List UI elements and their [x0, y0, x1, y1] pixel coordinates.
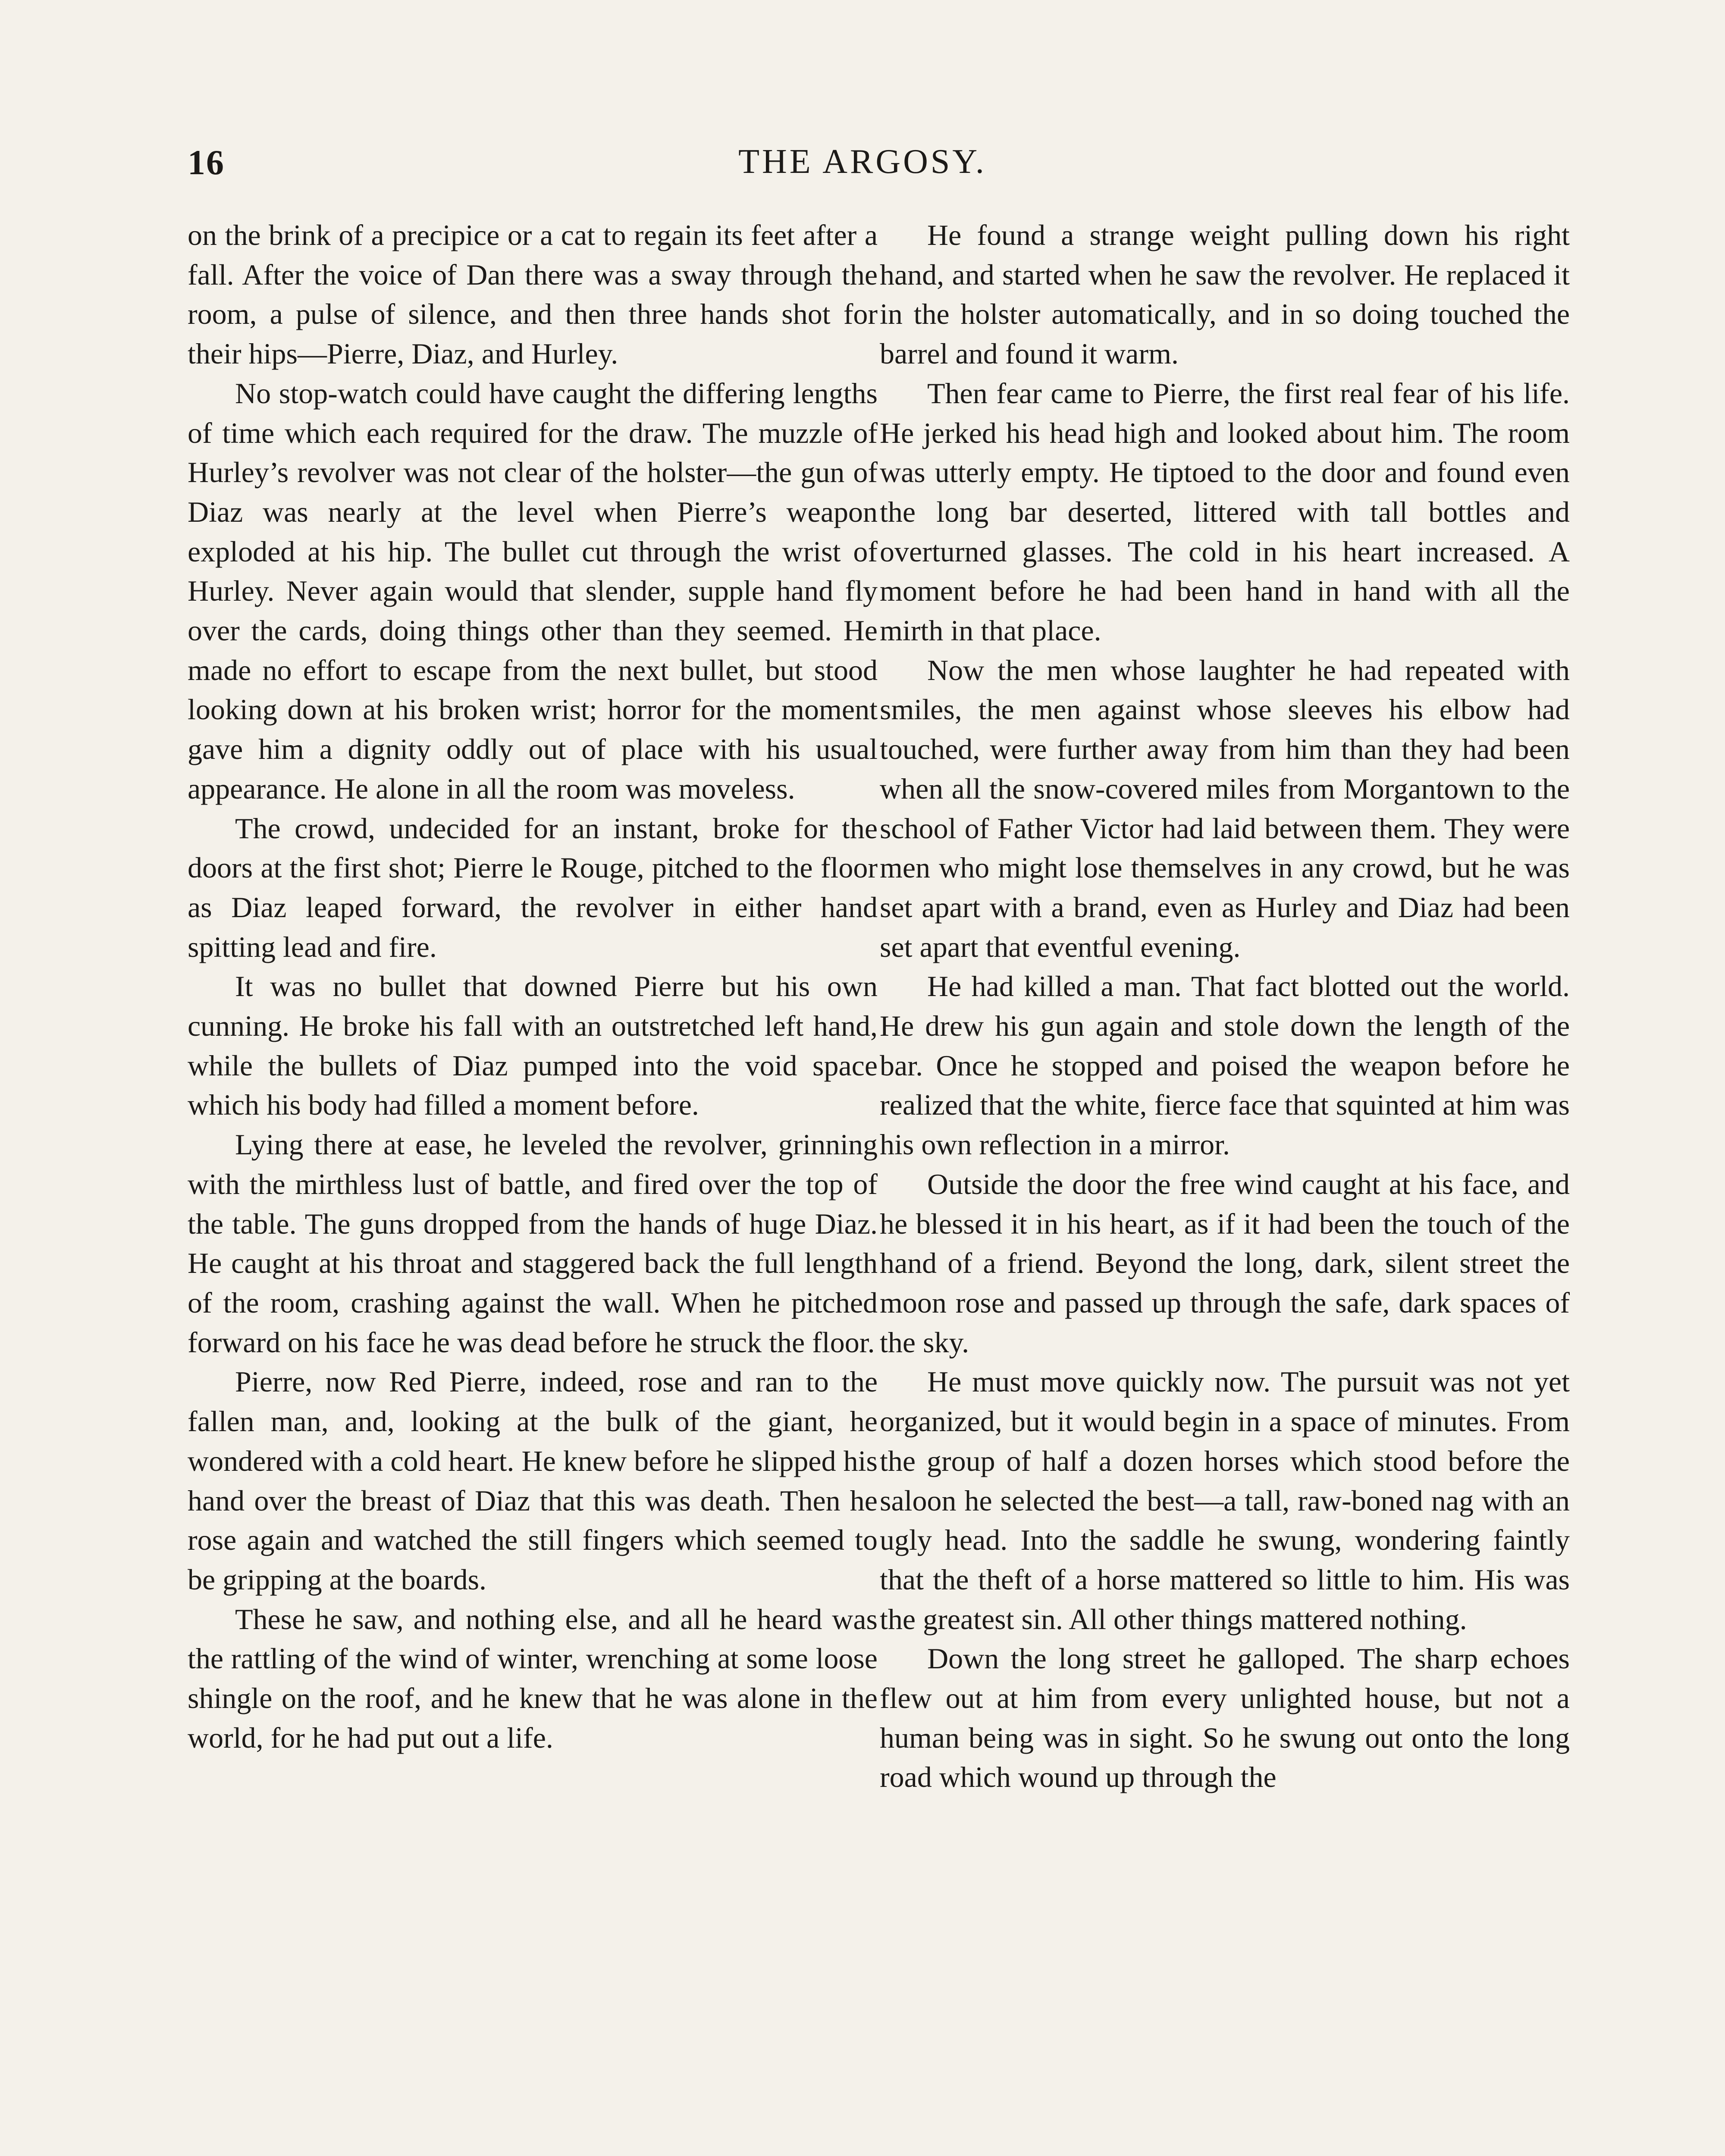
paragraph: These he saw, and nothing else, and all he heard was the rattling of the wind of winter, wrenching at some loose shingle on the roof, and he knew that he was alone in the world, for he had put out a life. — [188, 1602, 878, 1754]
paragraph: Lying there at ease, he leveled the revolver, grinning with the mirthless lust of battle, and fired over the top of the table. The guns dropped from the hands of huge Diaz. He caught at his throat and staggered back the full length of the room, crashing against the wall. When he pitched forward on his face he was dead before he struck the floor. — [188, 1128, 878, 1359]
left-column — [188, 216, 878, 1758]
paragraph: No stop-watch could have caught the differing lengths of time which each required for the draw. The muzzle of Hurley’s revolver was not clear of the holster—the gun of Diaz was nearly at the level when Pierre’s weapon exploded at his hip. The bullet cut through the wrist of Hurley. Never again would that slender, supple hand fly over the cards, doing things other than they seemed. He made no effort to escape from the next bullet, but stood looking down at his broken wrist; horror for the moment gave him a dignity oddly out of place with his usual appearance. He alone in all the room was moveless. — [188, 376, 878, 805]
right-column — [880, 216, 1570, 1797]
paragraph: Now the men whose laughter he had repeated with smiles, the men against whose sleeves his elbow had touched, were further away from him than they had been when all the snow-covered miles from Morgantown to the school of Father Victor had laid between them. They were men who might lose themselves in any crowd, but he was set apart with a brand, even as Hurley and Diaz had been set apart that eventful evening. — [880, 653, 1570, 963]
paragraph: He had killed a man. That fact blotted out the world. He drew his gun again and stole down the length of the bar. Once he stopped and poised the weapon before he realized that the white, fierce face that squinted at him was his own reflection in a mirror. — [880, 970, 1570, 1161]
paragraph: Down the long street he galloped. The sharp echoes flew out at him from every unlighted house, but not a human being was in sight. So he swung out onto the long road which wound up through the — [880, 1642, 1570, 1794]
running-title: THE ARGOSY. — [738, 143, 987, 181]
paragraph: It was no bullet that downed Pierre but his own cunning. He broke his fall with an outstretched left hand, while the bullets of Diaz pumped into the void space which his body had filled a moment before. — [188, 970, 878, 1122]
paragraph: He found a strange weight pulling down his right hand, and started when he saw the revolver. He replaced it in the holster automatically, and in so doing touched the barrel and found it warm. — [880, 219, 1570, 370]
paragraph: on the brink of a precipice or a cat to regain its feet after a fall. After the voice of Dan there was a sway through the room, a pulse of silence, and then three hands shot for their hips—Pierre, Diaz, and Hurley. — [188, 219, 878, 370]
paragraph: He must move quickly now. The pursuit was not yet organized, but it would begin in a space of minutes. From the group of half a dozen horses which stood before the saloon he selected the best—a tall, raw-boned nag with an ugly head. Into the saddle he swung, wondering faintly that the theft of a horse mattered so little to him. His was the greatest sin. All other things mattered nothing. — [880, 1365, 1570, 1636]
paragraph: Then fear came to Pierre, the first real fear of his life. He jerked his head high and looked about him. The room was utterly empty. He tiptoed to the door and found even the long bar deserted, littered with tall bottles and overturned glasses. The cold in his heart increased. A moment before he had been hand in hand with all the mirth in that place. — [880, 376, 1570, 647]
paragraph: Outside the door the free wind caught at his face, and he blessed it in his heart, as if it had been the touch of the hand of a friend. Beyond the long, dark, silent street the moon rose and passed up through the safe, dark spaces of the sky. — [880, 1167, 1570, 1359]
paragraph: The crowd, undecided for an instant, broke for the doors at the first shot; Pierre le Rouge, pitched to the floor as Diaz leaped forward, the revolver in either hand spitting lead and fire. — [188, 812, 878, 963]
page-number: 16 — [188, 143, 225, 182]
paragraph: Pierre, now Red Pierre, indeed, rose and ran to the fallen man, and, looking at the bulk of the giant, he wondered with a cold heart. He knew before he slipped his hand over the breast of Diaz that this was death. Then he rose again and watched the still fingers which seemed to be gripping at the boards. — [188, 1365, 878, 1596]
